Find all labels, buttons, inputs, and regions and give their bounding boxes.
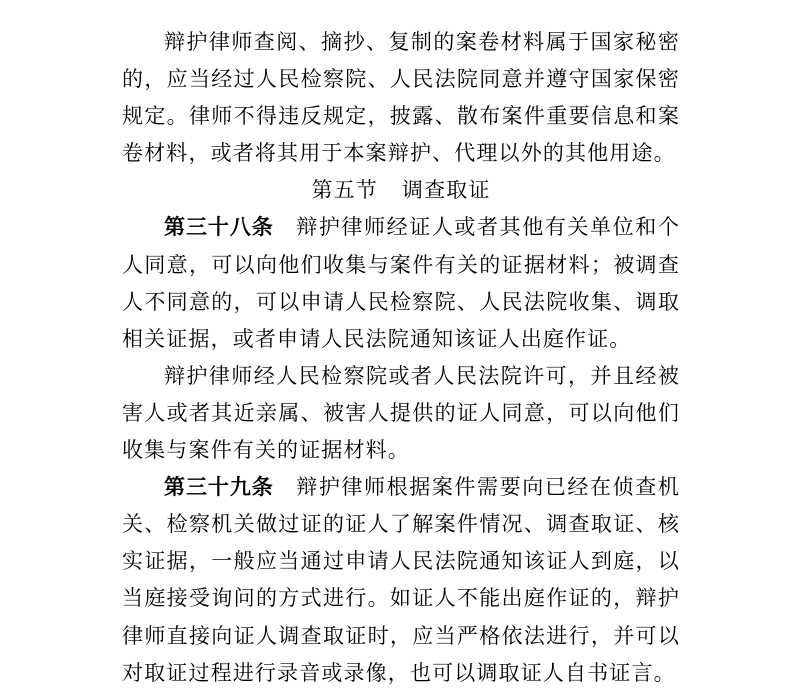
section-heading xyxy=(122,172,680,209)
document-page xyxy=(122,24,680,692)
paragraph-text: 辩护律师查阅、摘抄、复制的案卷材料属于国家秘密的，应当经过人民检察院、人民法院同意并遵守国家保密规定。律师不得违反规定，披露、散布案件重要信息和案卷材料，或者将其用于本案辩护、代理以外的其他用途。 xyxy=(122,30,680,166)
article-38-text: 辩护律师经证人或者其他有关单位和个人同意，可以向他们收集与案件有关的证据材料；被调查人不同意的，可以申请人民检察院、人民法院收集、调取相关证据，或者申请人民法院通知该证人出庭作证。 xyxy=(122,215,680,351)
article-38-label: 第三十八条 xyxy=(164,215,274,240)
section-title: 调查取证 xyxy=(401,178,491,203)
article-38-paragraph-2 xyxy=(122,358,680,469)
article-38 xyxy=(122,209,680,357)
article-39 xyxy=(122,469,680,692)
paragraph-confidential-materials xyxy=(122,24,680,172)
article-39-text: 辩护律师根据案件需要向已经在侦查机关、检察机关做过证的证人了解案件情况、调查取证、核实证据，一般应当通过申请人民法院通知该证人到庭，以当庭接受询问的方式进行。如证人不能出庭作证的，辩护律师直接向证人调查取证时，应当严格依法进行，并可以对取证过程进行录音或录像，也可以调取证人自书证言。 xyxy=(122,475,680,685)
article-38-paragraph-2-text: 辩护律师经人民检察院或者人民法院许可，并且经被害人或者其近亲属、被害人提供的证人同意，可以向他们收集与案件有关的证据材料。 xyxy=(122,363,680,463)
article-39-label: 第三十九条 xyxy=(164,475,274,500)
section-number: 第五节 xyxy=(311,178,378,203)
